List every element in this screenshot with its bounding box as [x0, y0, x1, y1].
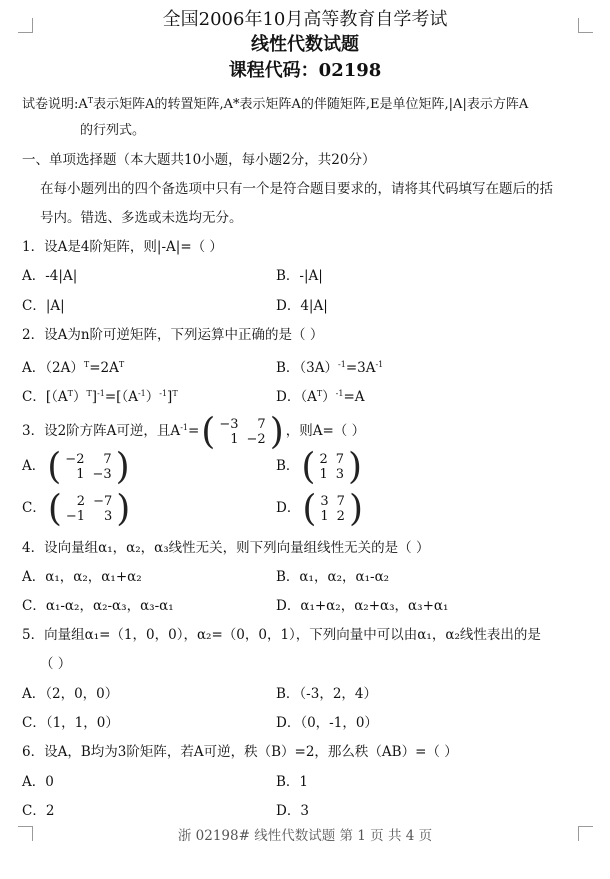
- question-1-option-b: B．-|A|: [276, 268, 323, 284]
- subject-title: 线性代数试题: [251, 34, 359, 55]
- question-2-option-a: A．$(2A)^T=2A^T$: [22, 360, 125, 376]
- question-1-option-c: C．|A|: [22, 298, 65, 314]
- exam-note: 试卷说明$:A^T$表示矩阵A的转置矩阵,A*表示矩阵A的伴随矩阵,E是单位矩阵,|A|表示方阵A: [22, 96, 529, 112]
- question-3-option-b-matrix: ( 2 7 1 3 ): [301, 446, 363, 487]
- question-6-option-a: A．0: [22, 774, 54, 790]
- question-6-option-b: B．1: [276, 774, 309, 790]
- section-instruction-cont: 号内。错选、多选或未选均无分。: [40, 210, 243, 226]
- question-3-given-matrix: ( −3 7 1 −2 ): [201, 411, 284, 452]
- question-3-stem-end: ，则A=（ ）: [285, 423, 366, 439]
- question-2-stem: 2．设A为n阶可逆矩阵，下列运算中正确的是（ ）: [22, 327, 324, 343]
- question-5-stem-cont: （ ）: [40, 656, 72, 672]
- question-3-stem: 3．设2阶方阵A可逆，且$A^{-1}=( -3$ 7 1 −2 ) ，则A=（ ）: [22, 411, 366, 452]
- question-6-option-d: D．3: [276, 803, 309, 819]
- question-2-option-c: C．$[(A^T)^T]^{-1}=[(A^{-1})^{-1}]^T$: [22, 389, 178, 405]
- question-1-stem: 1．设A是4阶矩阵，则|-A|=（ ）: [22, 239, 223, 255]
- exam-title: 全国2006年10月高等教育自学考试: [162, 9, 448, 30]
- course-code: 课程代码：02198: [228, 60, 382, 81]
- question-4-option-b: B．α₁，α₂，α₁-α₂: [276, 569, 390, 585]
- page-footer: 浙 02198# 线性代数试题 第 1 页 共 4 页: [177, 828, 433, 844]
- question-2-option-d: D．$(A^T)^{-1}=A$: [276, 389, 365, 405]
- question-4-stem: 4．设向量组α₁，α₂，α₃线性无关，则下列向量组线性无关的是（ ）: [22, 540, 430, 556]
- question-3-equals: =: [187, 423, 200, 439]
- question-3-option-d: D．( 3 7 1 2 ): [276, 488, 363, 529]
- question-3-option-d-matrix: ( 3 7 1 2 ): [302, 488, 363, 529]
- question-4-option-c: C．α₁-α₂，α₂-α₃，α₃-α₁: [22, 598, 174, 614]
- question-3-stem-text: 3．设2阶方阵A可逆，且A: [22, 423, 181, 439]
- section-instruction: 在每小题列出的四个备选项中只有一个是符合题目要求的，请将其代码填写在题后的括: [40, 181, 553, 197]
- question-6-stem: 6．设A，B均为3阶矩阵，若A可逆，秩（B）=2，那么秩（AB）=（ ）: [22, 744, 458, 760]
- question-3-option-b: B．( 2 7 1 3 ): [276, 446, 363, 487]
- question-3-option-c: C．( 2 −7 −1 3 ): [22, 488, 131, 529]
- question-5-option-d: D．（0，-1，0）: [276, 715, 378, 731]
- question-5-stem: 5．向量组α₁=（1，0，0），α₂=（0，0，1），下列向量中可以由α₁，α₂线性表出的是: [22, 627, 541, 643]
- question-3-option-c-matrix: ( 2 −7 −1 3 ): [47, 488, 131, 529]
- section-title: 一、单项选择题（本大题共10小题，每小题2分，共20分）: [22, 152, 376, 168]
- question-3-option-a-matrix: ( −2 7 1 −3 ): [47, 446, 130, 487]
- question-1-option-a: A．-4|A|: [22, 268, 78, 284]
- question-6-option-c: C．2: [22, 803, 55, 819]
- question-2-option-b: B．$(3A)^{-1}=3A^{-1}$: [276, 360, 384, 376]
- question-4-option-a: A．α₁，α₂，α₁+α₂: [22, 569, 142, 585]
- question-5-option-a: A．（2，0，0）: [22, 686, 119, 702]
- question-3-option-a: A．( −2 7 1 −3 ): [22, 446, 130, 487]
- question-1-option-d: D．4|A|: [276, 298, 328, 314]
- question-5-option-c: C．（1，1，0）: [22, 715, 119, 731]
- question-4-option-d: D．α₁+α₂，α₂+α₃，α₃+α₁: [276, 598, 449, 614]
- question-5-option-b: B．（-3，2，4）: [276, 686, 377, 702]
- exam-note-cont: 的行列式。: [80, 123, 146, 138]
